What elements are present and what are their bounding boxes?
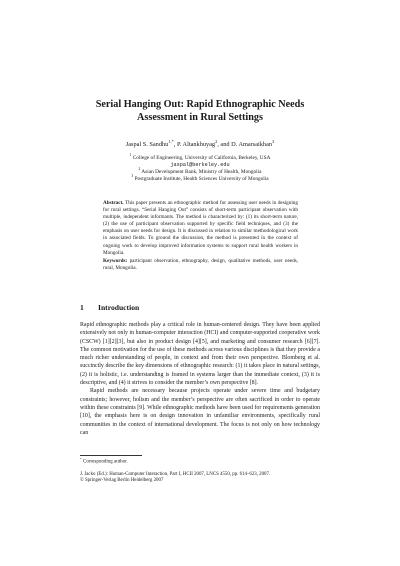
author-name-2: , P. Altankhuyag [173,141,216,148]
affiliation-3-text: Postgraduate Institute, Health Sciences University of Mongolia [133,176,269,183]
paragraph-1: Rapid ethnographic methods play a critical role in human-centered design. They have been applied extensively not only in human-computer interaction (HCI) and computer-supported cooperative work (CSCW) [1][2][3], but also in product design [4][5], and marketing and consumer research [6][7]. The common motivation for the use of these methods across various disciplines is that they provide a much richer understanding of people, in context and from their own perspective. Blomberg et al. succinctly describe the key dimensions of ethnographic research: (1) it takes place in natural settings, (2) it is holistic, i.e. understanding is framed in systems larger than the immediate context, (3) it is descriptive, and (4) it strives to consider the member’s own perspective [8]. [80,322,320,387]
author-name-3: , and D. Amarsaikhan [217,141,273,148]
keywords-text: participant observation, ethnography, design, qualitative methods, user needs, rural, Mongolia. [103,258,298,272]
author-sup-2: 2 [215,138,218,144]
affiliation-1-text: College of Engineering, University of California, Berkeley, USA [131,155,271,161]
page-footer [80,472,270,485]
footer-copyright: © Springer-Verlag Berlin Heidelberg 2007 [80,478,164,484]
section-title: Introduction [98,303,140,312]
abstract [103,200,298,257]
author-name-1: Jaspal S. Sandhu [125,141,169,148]
paper-title [60,98,340,124]
affiliation-1 [60,155,340,162]
section-heading [80,303,139,312]
footer-citation: J. Jacko (Ed.): Human-Computer Interaction, Part I, HCII 2007, LNCS 4550, pp. 614–623, 2007. [80,472,271,477]
affiliation-email: jaspal@berkeley.edu [170,162,230,169]
affiliation-2-sup: 2 [138,167,141,172]
author-sup-3: 3 [272,138,275,144]
footnote-sup: * [80,457,82,461]
keywords-label: Keywords: [103,258,128,264]
paragraph-2: Rapid methods are necessary because projects operate under severe time and budgetary constraints; however, holism and the member’s perspective are often sacrificed in order to operate within these constraints [9]. While ethnographic methods have been used for requirements generation [10], the emphasis here is on design innovation in unfamiliar environments, specifically rural communities in the context of international development. The focus is not only on how technology can [80,388,320,436]
author-sup-1: 1,* [168,138,174,144]
footnote-rule [80,455,142,456]
affiliation-2-text: Asian Development Bank, Ministry of Health, Mongolia [140,169,262,176]
title-line-2: Assessment in Rural Settings [137,112,263,123]
keywords [103,258,298,272]
affiliation-3 [60,176,340,183]
abstract-text: This paper presents an ethnographic method for assessing user needs in designing for rural settings. “Serial Hanging Out” consists of short-term participant observation with multiple, independent informants. The method is characterized by: (1) its short-term nature, (2) the use of participant observation supported by specific field techniques, and (3) the emphasis on user needs for design. It is discussed in relation to similar methodological work in associated fields. To ground the discussion, the method is presented in the context of ongoing work to develop improved information systems to support rural health workers in Mongolia. [103,200,298,256]
affiliation-1-sup: 1 [129,153,132,158]
section-number: 1 [80,303,84,312]
footnote [80,459,128,465]
body-text [80,321,320,437]
footnote-text: Corresponding author. [81,459,128,465]
title-line-1: Serial Hanging Out: Rapid Ethnographic Needs [95,99,305,110]
affiliation-3-sup: 3 [131,174,134,179]
author-list [60,138,340,148]
affiliations [60,155,340,183]
abstract-label: Abstract. [103,200,124,206]
